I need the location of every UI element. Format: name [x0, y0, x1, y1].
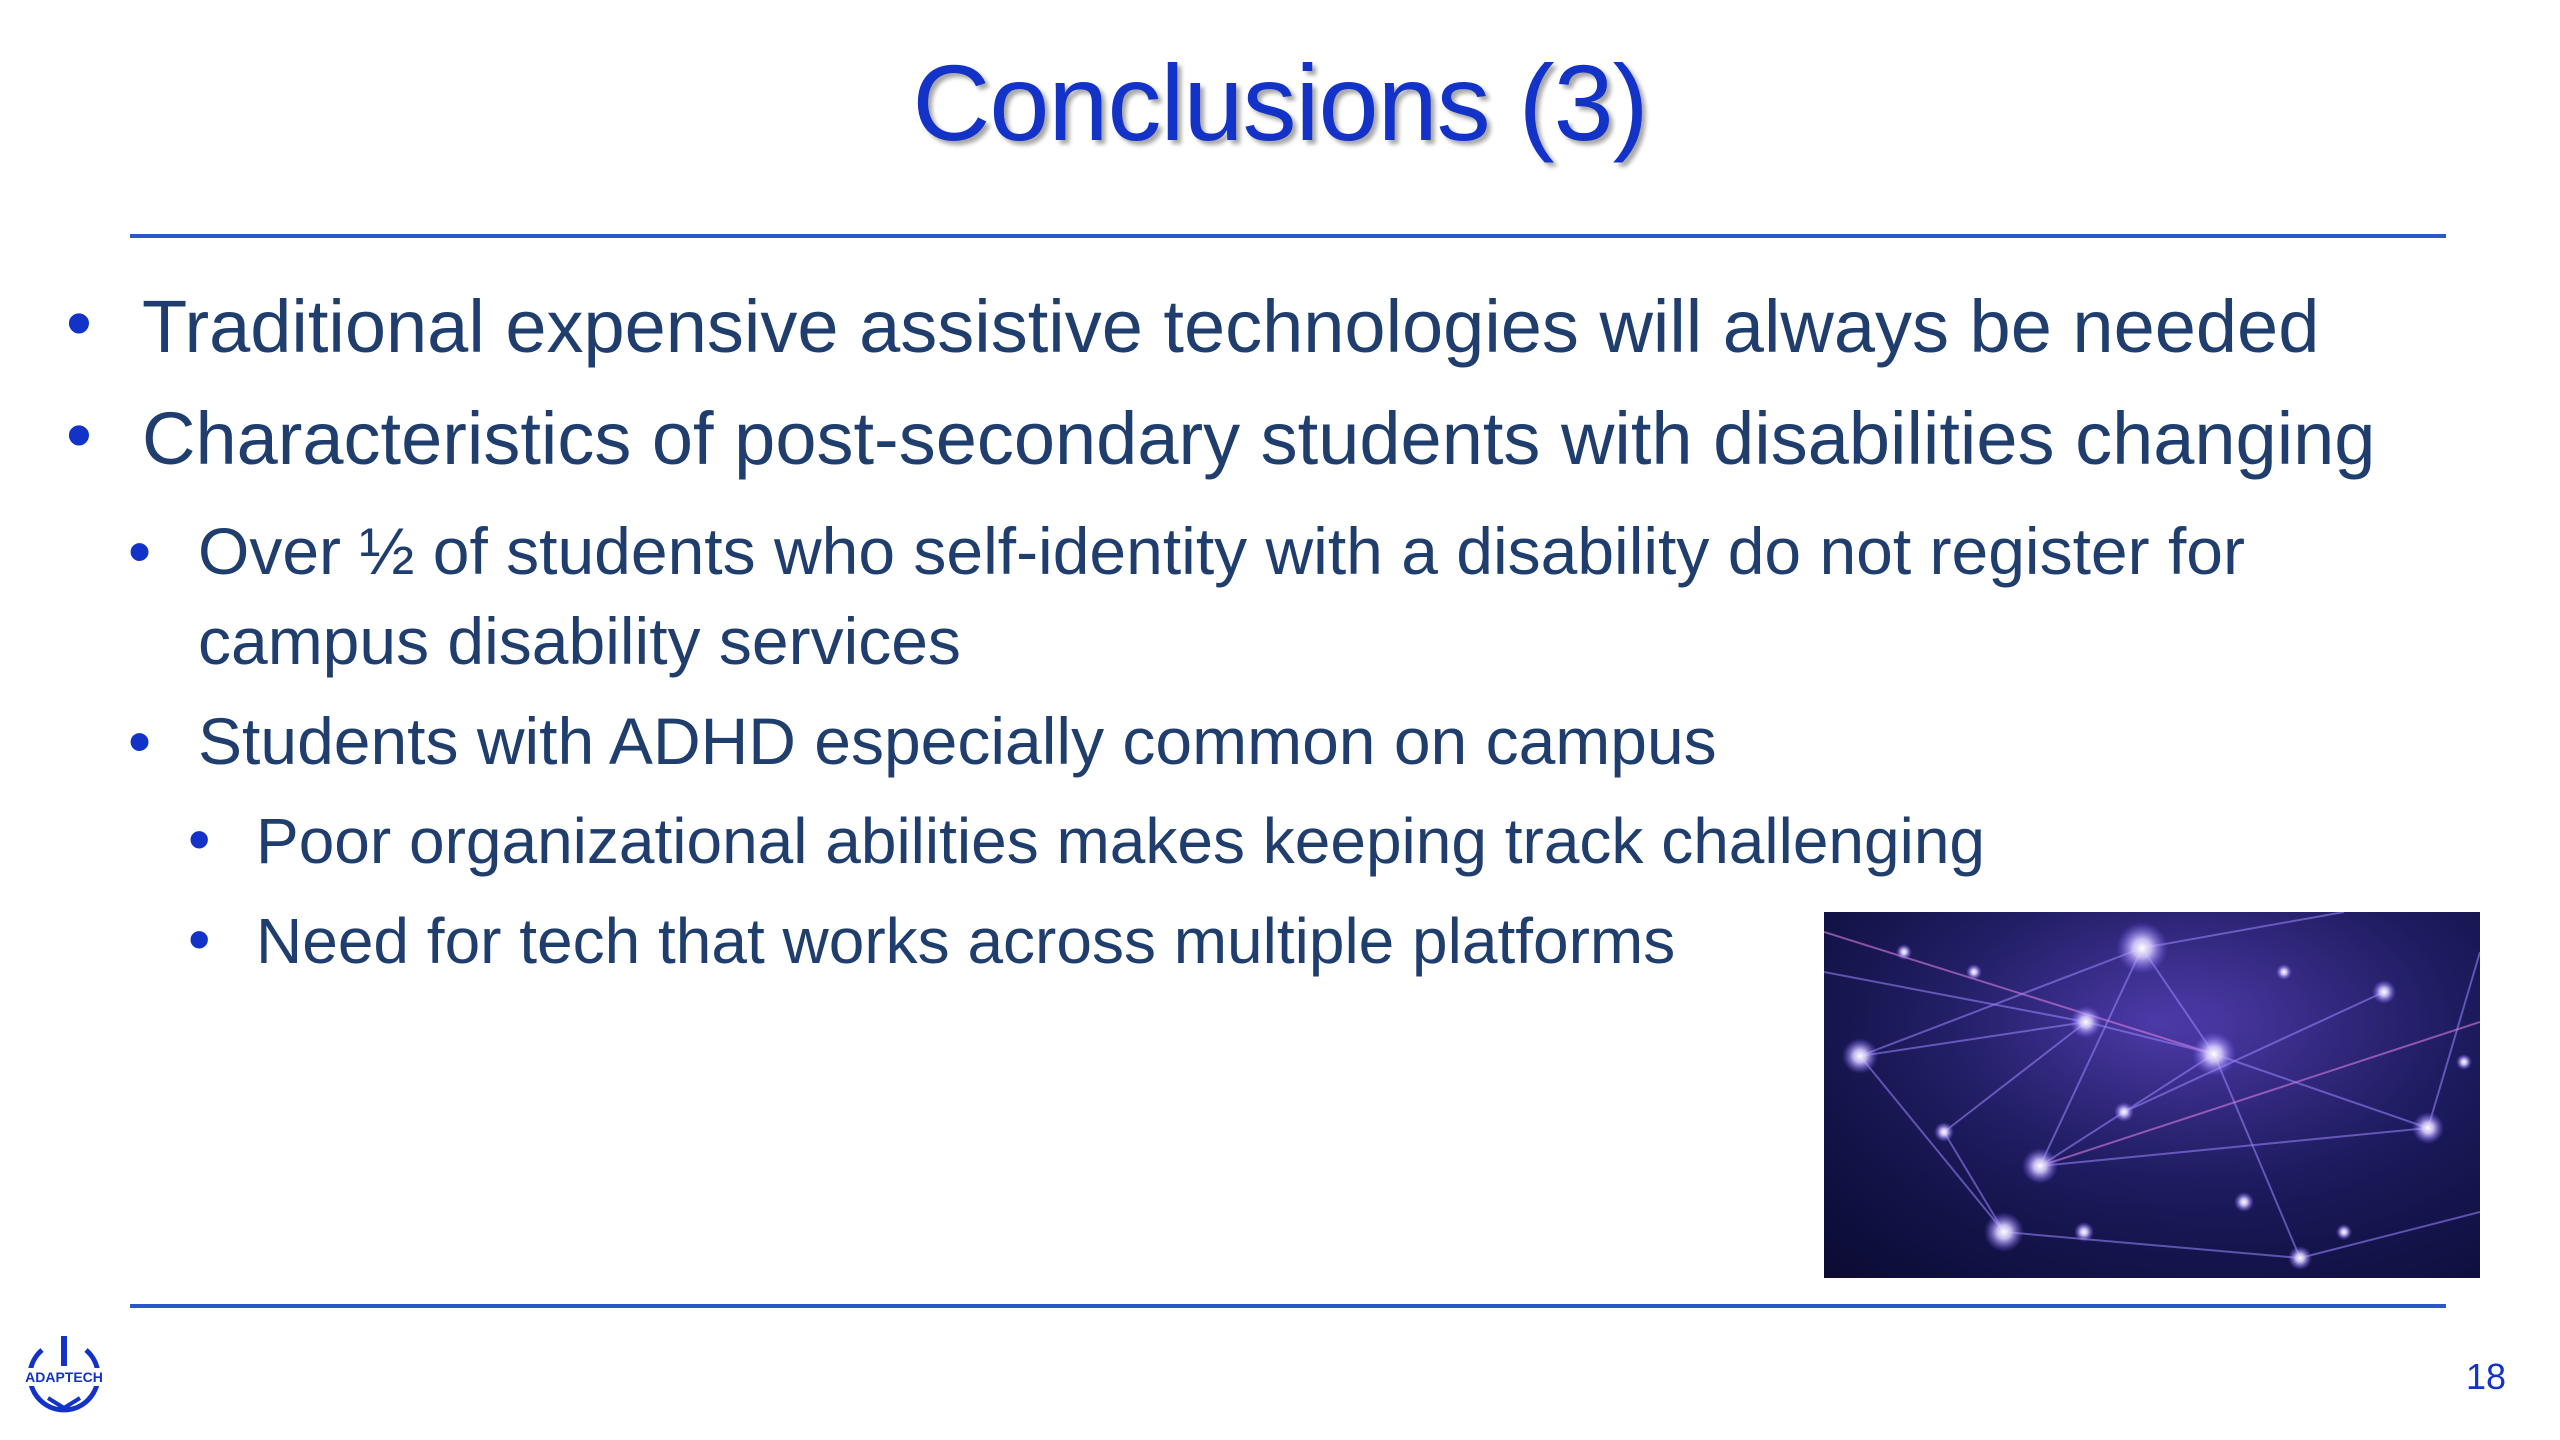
bullet-text: Traditional expensive assistive technologies will always be needed — [142, 285, 2320, 368]
bullet-dot-icon: • — [188, 803, 211, 875]
bullet-level1-traditional — [66, 281, 2320, 369]
bottom-divider — [130, 1304, 2446, 1308]
bullet-text: Students with ADHD especially common on campus — [198, 704, 1717, 778]
logo-text: ADAPTECH — [25, 1369, 103, 1385]
bullet-text: Characteristics of post-secondary students with disabilities changing — [142, 397, 2376, 480]
bullet-dot-icon: • — [188, 903, 211, 975]
bullet-dot-icon: • — [66, 393, 92, 476]
bullet-level1-characteristics — [66, 393, 2376, 481]
slide-title: Conclusions (3) — [912, 42, 1648, 163]
top-divider — [130, 234, 2446, 238]
bullet-dot-icon: • — [66, 281, 92, 364]
bullet-dot-icon: • — [128, 514, 152, 588]
network-nodes-image — [1824, 912, 2480, 1278]
bullet-level3-platforms — [188, 903, 1676, 978]
bullet-level3-organizational — [188, 803, 1985, 878]
bullet-text-line2: campus disability services — [198, 604, 961, 678]
bullet-text-line1: Over ½ of students who self-identity with a disability do not register for — [198, 514, 2245, 588]
page-number: 18 — [2465, 1356, 2506, 1397]
network-graphic — [1824, 912, 2480, 1278]
bullet-level2-over-half — [128, 506, 2245, 686]
adaptech-logo-icon — [14, 1324, 114, 1424]
bullet-text: Poor organizational abilities makes keeping track challenging — [256, 805, 1985, 877]
bullet-level2-adhd — [128, 696, 1717, 786]
bullet-dot-icon: • — [128, 704, 152, 778]
bullet-text: Need for tech that works across multiple platforms — [256, 905, 1676, 977]
